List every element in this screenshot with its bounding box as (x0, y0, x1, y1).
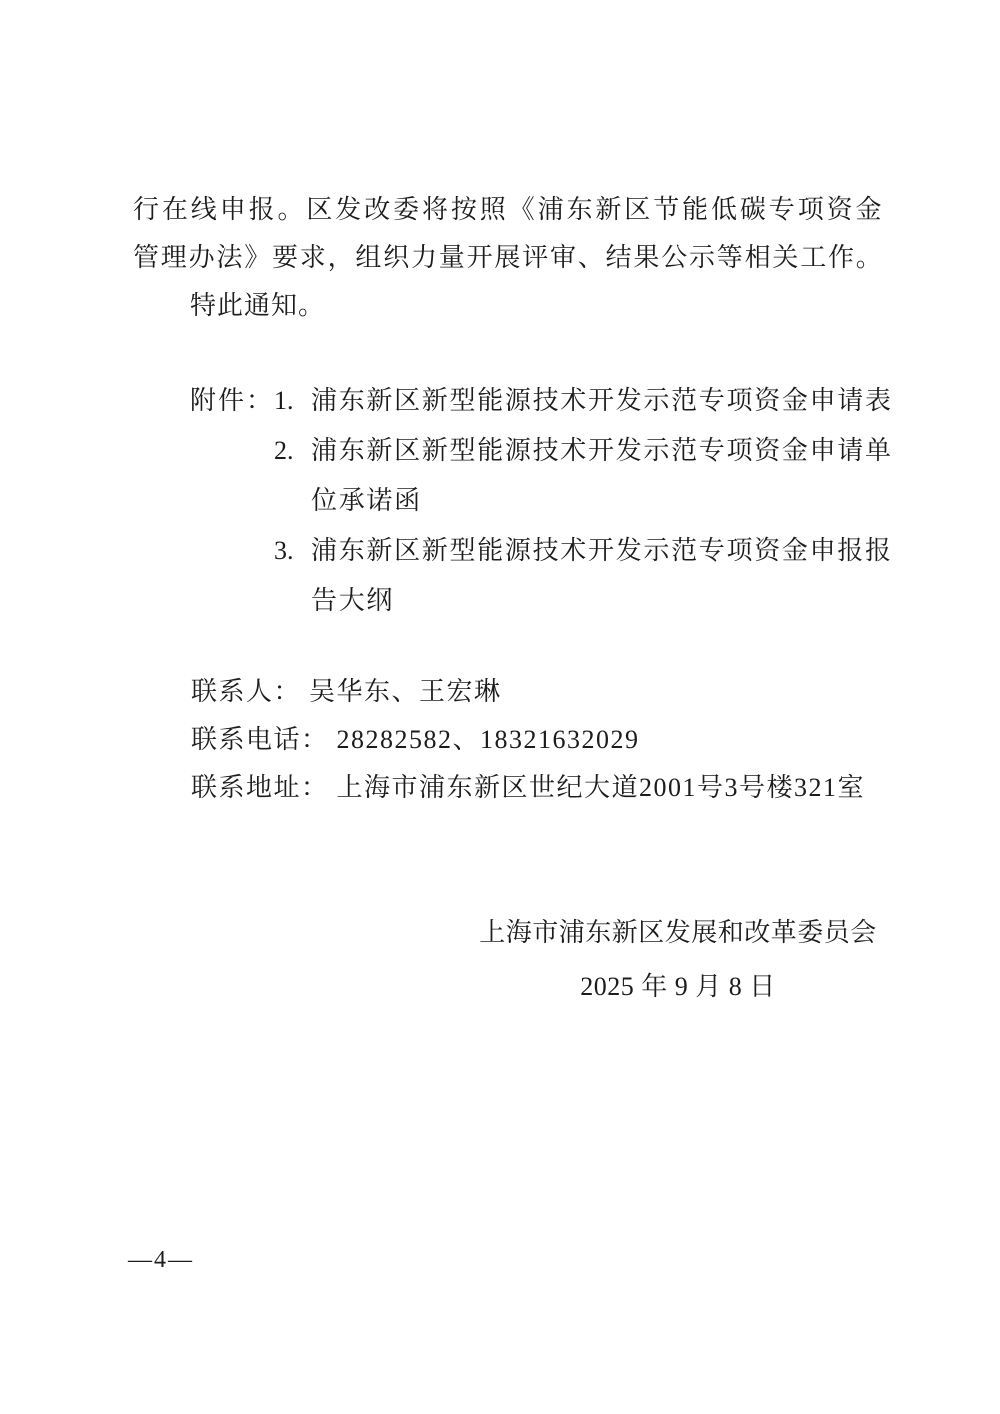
signature-organization: 上海市浦东新区发展和改革委员会 (479, 918, 877, 947)
contact-person-label: 联系人： (191, 677, 302, 706)
attachment-item-2 (274, 426, 903, 526)
attachment-text: 浦东新区新型能源技术开发示范专项资金申报报告大纲 (311, 536, 893, 615)
body-paragraph (133, 186, 903, 330)
contact-phone-row (191, 716, 865, 764)
paragraph-line-2: 管理办法》要求，组织力量开展评审、结果公示等相关工作。 (133, 243, 884, 272)
attachment-items (274, 376, 903, 626)
signature-block (478, 908, 878, 1016)
signature-date: 2025 年 9 月 8 日 (580, 972, 776, 1001)
attachment-number: 2. (274, 436, 294, 465)
closing-line: 特此通知。 (190, 291, 326, 320)
contact-address-row (191, 764, 865, 812)
attachment-number: 3. (274, 536, 294, 565)
contact-person-row (191, 668, 865, 716)
attachment-text: 浦东新区新型能源技术开发示范专项资金申请表 (311, 386, 893, 415)
attachment-text: 浦东新区新型能源技术开发示范专项资金申请单位承诺函 (311, 436, 893, 515)
attachment-number: 1. (274, 386, 294, 415)
contact-address-value: 上海市浦东新区世纪大道2001号3号楼321室 (336, 773, 866, 802)
attachment-item-1 (274, 376, 903, 426)
contact-address-label: 联系地址： (191, 773, 329, 802)
contact-info (191, 668, 865, 812)
paragraph-line-1: 行在线申报。区发改委将按照《浦东新区节能低碳专项资金 (133, 195, 885, 224)
attachments-label: 附件： (190, 386, 275, 415)
contact-phone-label: 联系电话： (191, 725, 329, 754)
contact-phone-value: 28282582、18321632029 (336, 725, 640, 754)
contact-person-value: 吴华东、王宏琳 (309, 677, 502, 706)
page-number: —4— (128, 1247, 194, 1273)
attachment-item-3 (274, 526, 903, 626)
attachments-list (190, 376, 903, 626)
